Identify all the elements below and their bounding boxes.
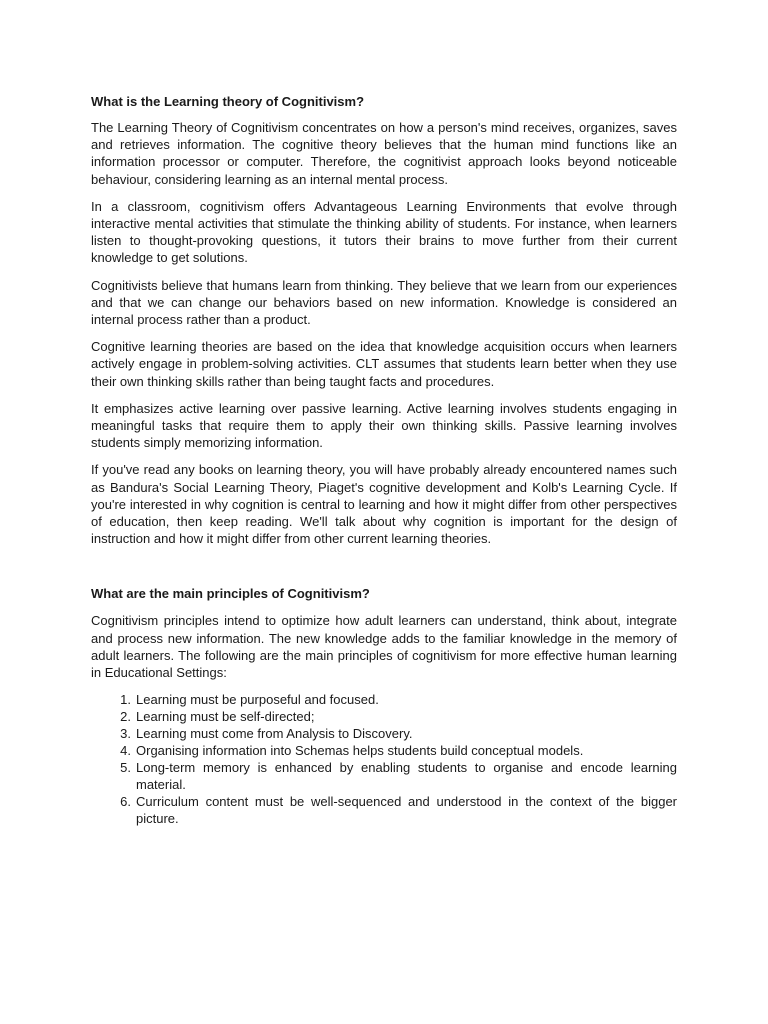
list-item-text: Organising information into Schemas helps students build conceptual models. xyxy=(136,743,584,759)
list-item-number: 1. xyxy=(120,692,131,708)
list-item-text: Long-term memory is enhanced by enabling students to organise and encode learning material. xyxy=(136,760,677,793)
list-item xyxy=(91,742,677,759)
section-heading-what-is-cognitivism: What is the Learning theory of Cognitivism? xyxy=(91,94,365,109)
paragraph: It emphasizes active learning over passive learning. Active learning involves students engaging in meaningful tasks that require them to apply their own thinking skills. Passive learning involves students simply memorizing information. xyxy=(91,400,677,451)
list-item xyxy=(91,759,677,793)
list-item-number: 4. xyxy=(120,743,131,759)
list-item xyxy=(91,725,677,742)
list-item xyxy=(91,691,677,708)
paragraph: If you've read any books on learning theory, you will have probably already encountered names such as Bandura's Social Learning Theory, Piaget's cognitive development and Kolb's Learning Cycle. If you're interested in why cognition is central to learning and how it might differ from other perspectives of education, then keep reading. We'll talk about why cognition is important for the design of instruction and how it might differ from other current learning theories. xyxy=(91,462,677,547)
list-item-text: Curriculum content must be well-sequenced and understood in the context of the bigger picture. xyxy=(136,794,677,827)
section-heading-main-principles: What are the main principles of Cognitivism? xyxy=(91,586,370,602)
list-item-number: 3. xyxy=(120,726,131,742)
paragraph-principles-intro: Cognitivism principles intend to optimize how adult learners can understand, think about, integrate and process new information. The new knowledge adds to the familiar knowledge in the memory of adult learners. The following are the main principles of cognitivism for more effective human learning in Educational Settings: xyxy=(91,613,677,681)
list-item-text: Learning must come from Analysis to Discovery. xyxy=(136,726,413,742)
list-item xyxy=(91,793,677,827)
list-item-text: Learning must be purposeful and focused. xyxy=(136,692,379,708)
paragraph: Cognitivists believe that humans learn from thinking. They believe that we learn from our experiences and that we can change our behaviors based on new information. Knowledge is considered an internal process rather than a product. xyxy=(91,277,677,328)
paragraph: In a classroom, cognitivism offers Advantageous Learning Environments that evolve through interactive mental activities that stimulate the thinking ability of students. For instance, when learners listen to thought-provoking questions, it tutors their brains to move further from their current knowledge to get solutions. xyxy=(91,198,677,266)
paragraph: The Learning Theory of Cognitivism concentrates on how a person's mind receives, organizes, saves and retrieves information. The cognitive theory believes that the human mind functions like an information processor or computer. Therefore, the cognitivist approach looks beyond noticeable behaviour, considering learning as an internal mental process. xyxy=(91,120,677,187)
paragraph: Cognitive learning theories are based on the idea that knowledge acquisition occurs when learners actively engage in problem-solving activities. CLT assumes that students learn better when they use their own thinking skills rather than being taught facts and procedures. xyxy=(91,339,677,389)
list-item-number: 2. xyxy=(120,709,131,725)
list-item-number: 6. xyxy=(120,794,131,810)
list-item-text: Learning must be self-directed; xyxy=(136,709,315,725)
principles-list xyxy=(91,691,677,827)
list-item xyxy=(91,708,677,725)
list-item-number: 5. xyxy=(120,760,131,776)
